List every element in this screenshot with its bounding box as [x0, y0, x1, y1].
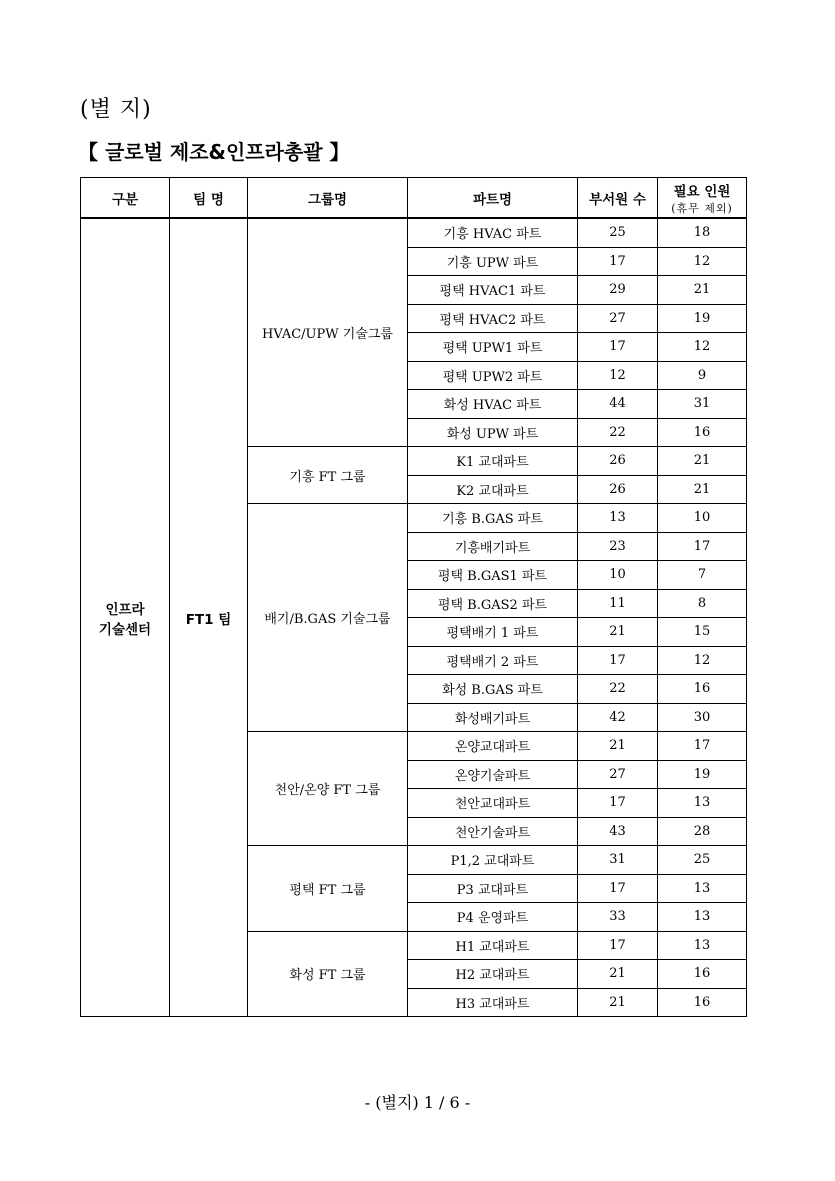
part-name-cell: H2 교대파트 [408, 960, 578, 989]
required-cell: 13 [658, 931, 747, 960]
part-name-cell: K1 교대파트 [408, 447, 578, 476]
part-name-cell: 화성 B.GAS 파트 [408, 675, 578, 704]
part-name-cell: 기흥 HVAC 파트 [408, 218, 578, 247]
members-cell: 17 [578, 333, 658, 362]
required-cell: 9 [658, 361, 747, 390]
header-required [658, 178, 747, 219]
part-name-cell: 평택 HVAC2 파트 [408, 304, 578, 333]
members-cell: 43 [578, 817, 658, 846]
members-cell: 17 [578, 789, 658, 818]
members-cell: 27 [578, 760, 658, 789]
required-cell: 16 [658, 988, 747, 1017]
header-division: 구분 [81, 178, 170, 219]
members-cell: 42 [578, 703, 658, 732]
part-name-cell: 화성배기파트 [408, 703, 578, 732]
members-cell: 17 [578, 874, 658, 903]
division-cell: 인프라 기술센터 [81, 218, 170, 1017]
members-cell: 17 [578, 646, 658, 675]
group-cell: 화성 FT 그룹 [248, 931, 408, 1017]
staffing-table [80, 177, 747, 1017]
required-cell: 25 [658, 846, 747, 875]
header-members: 부서원 수 [578, 178, 658, 219]
group-cell: HVAC/UPW 기술그룹 [248, 218, 408, 447]
part-name-cell: P1,2 교대파트 [408, 846, 578, 875]
part-name-cell: H1 교대파트 [408, 931, 578, 960]
members-cell: 21 [578, 618, 658, 647]
part-name-cell: 천안기술파트 [408, 817, 578, 846]
team-cell: FT1 팀 [170, 218, 248, 1017]
required-cell: 13 [658, 789, 747, 818]
members-cell: 22 [578, 418, 658, 447]
required-cell: 7 [658, 561, 747, 590]
members-cell: 31 [578, 846, 658, 875]
part-name-cell: 평택 HVAC1 파트 [408, 276, 578, 305]
members-cell: 21 [578, 988, 658, 1017]
part-name-cell: 기흥 UPW 파트 [408, 247, 578, 276]
part-name-cell: 평택 B.GAS1 파트 [408, 561, 578, 590]
required-cell: 21 [658, 276, 747, 305]
part-name-cell: 평택 B.GAS2 파트 [408, 589, 578, 618]
members-cell: 11 [578, 589, 658, 618]
part-name-cell: 기흥 B.GAS 파트 [408, 504, 578, 533]
members-cell: 44 [578, 390, 658, 419]
required-cell: 31 [658, 390, 747, 419]
required-cell: 8 [658, 589, 747, 618]
group-cell: 배기/B.GAS 기술그룹 [248, 504, 408, 732]
required-cell: 16 [658, 960, 747, 989]
members-cell: 12 [578, 361, 658, 390]
members-cell: 29 [578, 276, 658, 305]
page-heading: 【 글로벌 제조&인프라총괄 】 [78, 140, 350, 164]
required-cell: 30 [658, 703, 747, 732]
members-cell: 22 [578, 675, 658, 704]
required-cell: 12 [658, 247, 747, 276]
header-part: 파트명 [408, 178, 578, 219]
table-row [81, 218, 747, 247]
required-cell: 17 [658, 732, 747, 761]
part-name-cell: 화성 UPW 파트 [408, 418, 578, 447]
members-cell: 10 [578, 561, 658, 590]
part-name-cell: 평택 UPW2 파트 [408, 361, 578, 390]
part-name-cell: 온양교대파트 [408, 732, 578, 761]
required-cell: 19 [658, 304, 747, 333]
group-cell: 평택 FT 그룹 [248, 846, 408, 932]
required-cell: 21 [658, 475, 747, 504]
members-cell: 21 [578, 732, 658, 761]
members-cell: 33 [578, 903, 658, 932]
part-name-cell: 평택배기 2 파트 [408, 646, 578, 675]
required-cell: 13 [658, 874, 747, 903]
required-cell: 10 [658, 504, 747, 533]
group-cell: 기흥 FT 그룹 [248, 447, 408, 504]
required-cell: 12 [658, 646, 747, 675]
required-cell: 16 [658, 675, 747, 704]
header-team: 팀 명 [170, 178, 248, 219]
part-name-cell: 평택 UPW1 파트 [408, 333, 578, 362]
required-cell: 13 [658, 903, 747, 932]
group-cell: 천안/온양 FT 그룹 [248, 732, 408, 846]
part-name-cell: P4 운영파트 [408, 903, 578, 932]
part-name-cell: 화성 HVAC 파트 [408, 390, 578, 419]
header-group: 그룹명 [248, 178, 408, 219]
part-name-cell: K2 교대파트 [408, 475, 578, 504]
members-cell: 25 [578, 218, 658, 247]
required-cell: 19 [658, 760, 747, 789]
part-name-cell: 평택배기 1 파트 [408, 618, 578, 647]
part-name-cell: 기흥배기파트 [408, 532, 578, 561]
members-cell: 26 [578, 475, 658, 504]
table-header-row [81, 178, 747, 219]
part-name-cell: 천안교대파트 [408, 789, 578, 818]
members-cell: 21 [578, 960, 658, 989]
required-cell: 17 [658, 532, 747, 561]
required-cell: 18 [658, 218, 747, 247]
members-cell: 17 [578, 931, 658, 960]
members-cell: 23 [578, 532, 658, 561]
part-name-cell: P3 교대파트 [408, 874, 578, 903]
required-cell: 15 [658, 618, 747, 647]
required-cell: 12 [658, 333, 747, 362]
members-cell: 13 [578, 504, 658, 533]
table-body [81, 218, 747, 1017]
part-name-cell: 온양기술파트 [408, 760, 578, 789]
members-cell: 27 [578, 304, 658, 333]
required-cell: 28 [658, 817, 747, 846]
header-required-label: 필요 인원 [673, 183, 731, 200]
members-cell: 17 [578, 247, 658, 276]
members-cell: 26 [578, 447, 658, 476]
page-footer: - (별지) 1 / 6 - [364, 1093, 471, 1112]
annex-label: (별 지) [80, 97, 152, 122]
required-cell: 21 [658, 447, 747, 476]
required-cell: 16 [658, 418, 747, 447]
header-required-note: (휴무 제외) [671, 201, 733, 215]
part-name-cell: H3 교대파트 [408, 988, 578, 1017]
